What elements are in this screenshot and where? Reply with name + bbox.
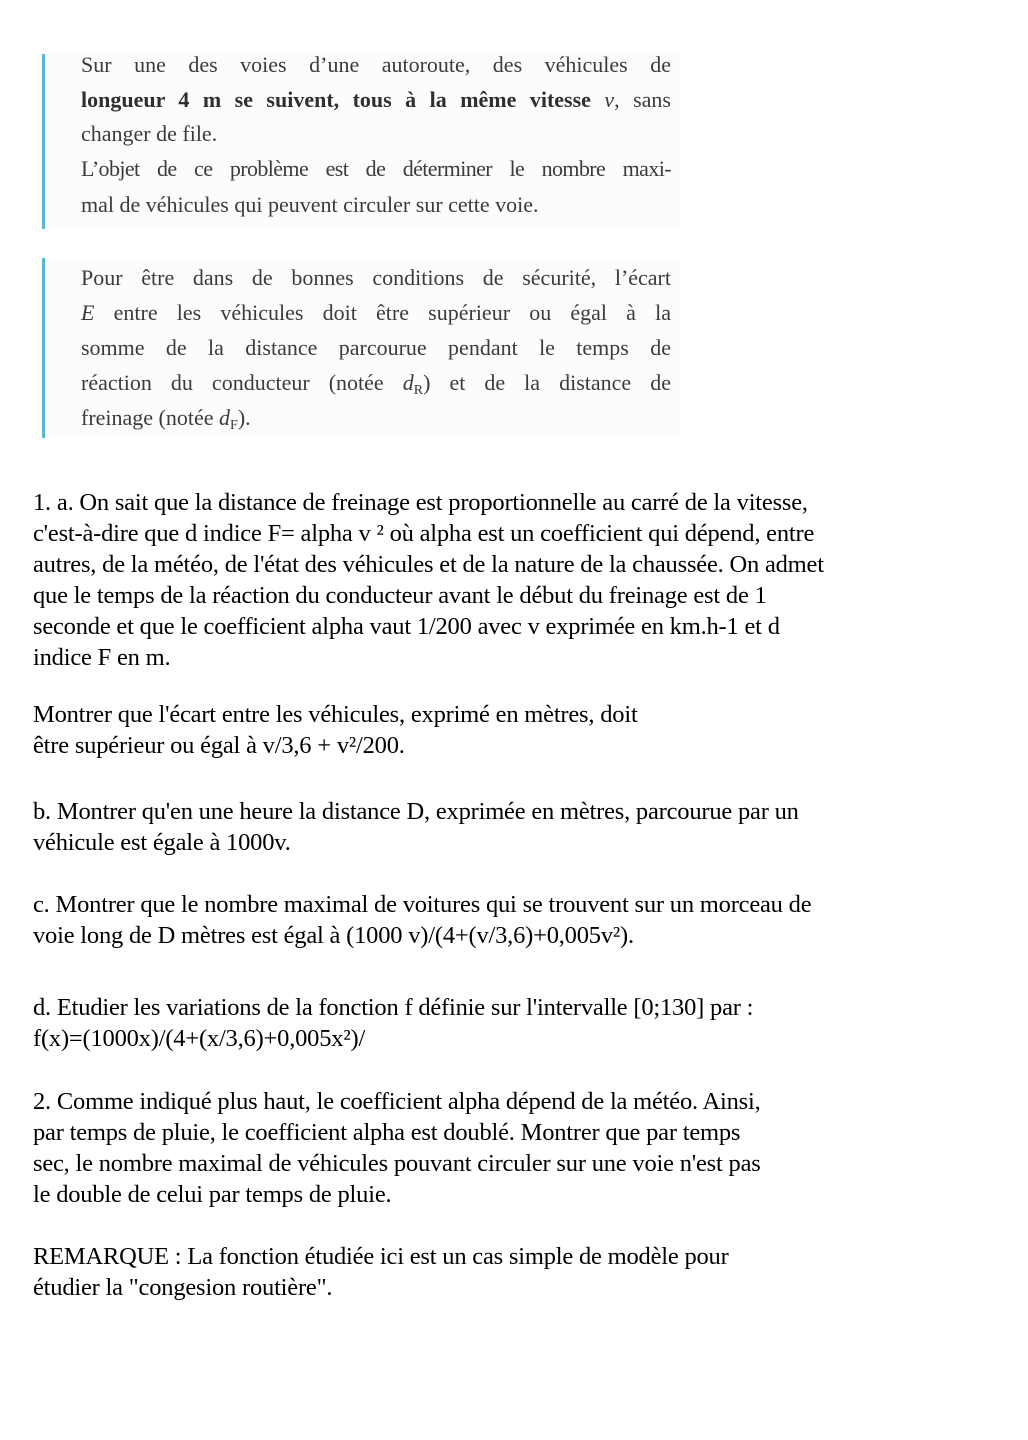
q1a-line: seconde et que le coefficient alpha vaut 1/200 avec v exprimée en km.h-1 et d [33, 613, 780, 640]
intro-line-2-text: longueur 4 m se suivent, tous à la même vitesse [81, 87, 605, 112]
q1a-line: indice F en m. [33, 644, 171, 671]
safety-excerpt-box [42, 258, 680, 438]
q2-line: par temps de pluie, le coefficient alpha est doublé. Montrer que par temps [33, 1119, 741, 1146]
remark-line: étudier la "congesion routière". [33, 1274, 333, 1301]
q1c-line: c. Montrer que le nombre maximal de voitures qui se trouvent sur un morceau de [33, 891, 812, 918]
safety-line-3-text: somme de la distance parcourue pendant le temps de [81, 335, 671, 360]
q1a-show-line: Montrer que l'écart entre les véhicules, exprimé en mètres, doit [33, 701, 638, 728]
intro-line-4-text: L’objet de ce problème est de déterminer le nombre maxi- [81, 156, 671, 181]
intro-excerpt-box [42, 54, 680, 229]
q1d-line: d. Etudier les variations de la fonction f définie sur l'intervalle [0;130] par : [33, 994, 754, 1021]
q1b-line: b. Montrer qu'en une heure la distance D, exprimée en mètres, parcourue par un [33, 798, 799, 825]
q2-line: le double de celui par temps de pluie. [33, 1181, 392, 1208]
safety-line-1-text: Pour être dans de bonnes conditions de sécurité, l’écart [81, 265, 671, 290]
safety-line-1 [81, 265, 671, 291]
subscript-R: R [413, 383, 424, 398]
intro-line-1 [81, 52, 671, 78]
q1a-line: c'est-à-dire que d indice F= alpha v ² où alpha est un coefficient qui dépend, entre [33, 520, 815, 547]
intro-line-2 [81, 87, 671, 113]
intro-line-1-text: Sur une des voies d’une autoroute, des véhicules de [81, 52, 671, 77]
variable-d: d [219, 405, 231, 430]
intro-line-3 [81, 121, 671, 147]
safety-line-5 [81, 405, 671, 431]
safety-line-5-end: ). [237, 405, 251, 430]
safety-line-2 [81, 300, 671, 326]
intro-line-5-text: mal de véhicules qui peuvent circuler sur cette voie. [81, 192, 539, 217]
intro-line-4 [81, 156, 671, 182]
safety-line-2-text: entre les véhicules doit être supérieur ou égal à la [94, 300, 671, 325]
safety-line-3 [81, 335, 671, 361]
q2-line: 2. Comme indiqué plus haut, le coefficient alpha dépend de la météo. Ainsi, [33, 1088, 761, 1115]
q1a-line: que le temps de la réaction du conducteur avant le début du freinage est de 1 [33, 582, 767, 609]
variable-v: v [604, 87, 615, 112]
q2-line: sec, le nombre maximal de véhicules pouvant circuler sur une voie n'est pas [33, 1150, 761, 1177]
variable-E: E [81, 300, 95, 325]
q1c-line: voie long de D mètres est égal à (1000 v)/(4+(v/3,6)+0,005v²). [33, 922, 634, 949]
q1d-line: f(x)=(1000x)/(4+(x/3,6)+0,005x²)/ [33, 1025, 366, 1052]
q1a-line: 1. a. On sait que la distance de freinage est proportionnelle au carré de la vitesse, [33, 489, 808, 516]
remark-line: REMARQUE : La fonction étudiée ici est un cas simple de modèle pour [33, 1243, 729, 1270]
q1a-line: autres, de la météo, de l'état des véhicules et de la nature de la chaussée. On admet [33, 551, 824, 578]
intro-line-2-end: , sans [614, 87, 671, 112]
intro-line-5 [81, 192, 671, 218]
safety-line-4 [81, 370, 671, 396]
safety-line-4-end: ) et de la distance de [423, 370, 671, 395]
q1b-line: véhicule est égale à 1000v. [33, 829, 291, 856]
safety-line-4-text: réaction du conducteur (notée [81, 370, 403, 395]
safety-line-5-text: freinage (notée [81, 405, 220, 430]
subscript-F: F [230, 418, 238, 433]
intro-line-3-text: changer de file. [81, 121, 218, 146]
variable-d: d [402, 370, 414, 395]
q1a-show-line: être supérieur ou égal à v/3,6 + v²/200. [33, 732, 405, 759]
